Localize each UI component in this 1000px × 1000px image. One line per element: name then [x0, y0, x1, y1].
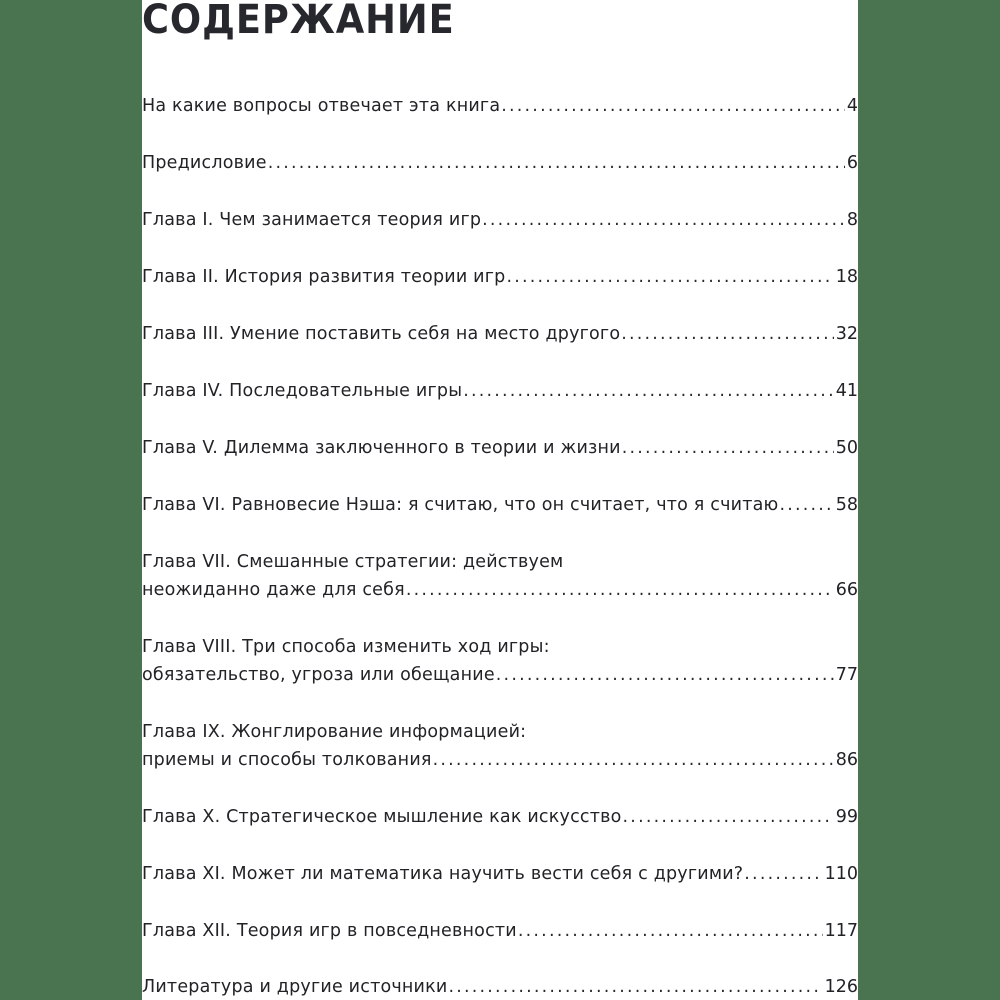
toc-page-number: 41	[835, 381, 858, 401]
dot-leader	[433, 746, 834, 774]
dot-leader	[406, 576, 834, 604]
toc-entry-title: Глава XI. Может ли математика научить вести себя с другими?	[142, 864, 744, 884]
toc-page-number: 6	[846, 153, 858, 173]
dot-leader	[506, 263, 833, 291]
toc-entry-title-continued: неожиданно даже для себя	[142, 580, 405, 600]
dot-leader	[482, 206, 845, 234]
toc-entry-title: Глава VI. Равновесие Нэша: я считаю, что он считает, что я считаю	[142, 495, 779, 515]
toc-page-number: 66	[835, 580, 858, 600]
toc-entry-title-continued: обязательство, угроза или обещание	[142, 665, 495, 685]
dot-leader	[501, 92, 845, 120]
toc-page-number: 110	[824, 864, 858, 884]
toc-entry-title: Глава V. Дилемма заключенного в теории и жизни	[142, 438, 621, 458]
dot-leader	[779, 491, 833, 519]
toc-entry[interactable]	[142, 263, 858, 291]
toc-entry[interactable]	[142, 548, 858, 604]
toc-page-number: 32	[835, 324, 858, 344]
toc-entry-title: На какие вопросы отвечает эта книга	[142, 96, 501, 116]
toc-entry-title: Глава II. История развития теории игр	[142, 267, 506, 287]
toc-page-number: 126	[824, 977, 858, 997]
toc-entry-title: Предисловие	[142, 153, 267, 173]
toc-entry-title: Глава IX. Жонглирование информацией:	[142, 722, 527, 742]
toc-entry[interactable]	[142, 149, 858, 177]
toc-entry[interactable]	[142, 803, 858, 831]
toc-entry-title-continued: приемы и способы толкования	[142, 750, 432, 770]
toc-page-number: 77	[835, 665, 858, 685]
toc-entry-title: Глава III. Умение поставить себя на место другого	[142, 324, 621, 344]
dot-leader	[448, 973, 822, 1000]
dot-leader	[744, 860, 822, 888]
toc-entry[interactable]	[142, 92, 858, 120]
toc-entry[interactable]	[142, 377, 858, 405]
dot-leader	[623, 803, 834, 831]
dot-leader	[518, 917, 823, 945]
dot-leader	[622, 434, 834, 462]
dot-leader	[463, 377, 834, 405]
toc-entry[interactable]	[142, 633, 858, 689]
toc-entry-title: Глава X. Стратегическое мышление как искусство	[142, 807, 622, 827]
toc-page-number: 4	[846, 96, 858, 116]
toc-entry[interactable]	[142, 491, 858, 519]
toc-page-number: 8	[846, 210, 858, 230]
toc-entry[interactable]	[142, 860, 858, 888]
toc-entry[interactable]	[142, 973, 858, 1000]
toc-entry[interactable]	[142, 917, 858, 945]
toc-entry-title: Глава VII. Смешанные стратегии: действуем	[142, 552, 564, 572]
toc-entry-title: Литература и другие источники	[142, 977, 448, 997]
dot-leader	[496, 661, 834, 689]
toc-entry-title: Глава I. Чем занимается теория игр	[142, 210, 482, 230]
toc-entry-title: Глава XII. Теория игр в повседневности	[142, 921, 517, 941]
toc-page-number: 99	[835, 807, 858, 827]
toc-entry-title: Глава VIII. Три способа изменить ход игры:	[142, 637, 550, 657]
toc-page-number: 18	[835, 267, 858, 287]
toc-page-number: 58	[835, 495, 858, 515]
toc-page-number: 86	[835, 750, 858, 770]
page-title: СОДЕРЖАНИЕ	[142, 0, 455, 43]
toc-entry[interactable]	[142, 718, 858, 774]
toc-entry-title: Глава IV. Последовательные игры	[142, 381, 463, 401]
dot-leader	[621, 320, 833, 348]
book-page	[142, 0, 858, 1000]
toc-entry[interactable]	[142, 434, 858, 462]
toc-page-number: 117	[824, 921, 858, 941]
toc-entry[interactable]	[142, 320, 858, 348]
toc-page-number: 50	[835, 438, 858, 458]
toc-entry[interactable]	[142, 206, 858, 234]
dot-leader	[268, 149, 845, 177]
